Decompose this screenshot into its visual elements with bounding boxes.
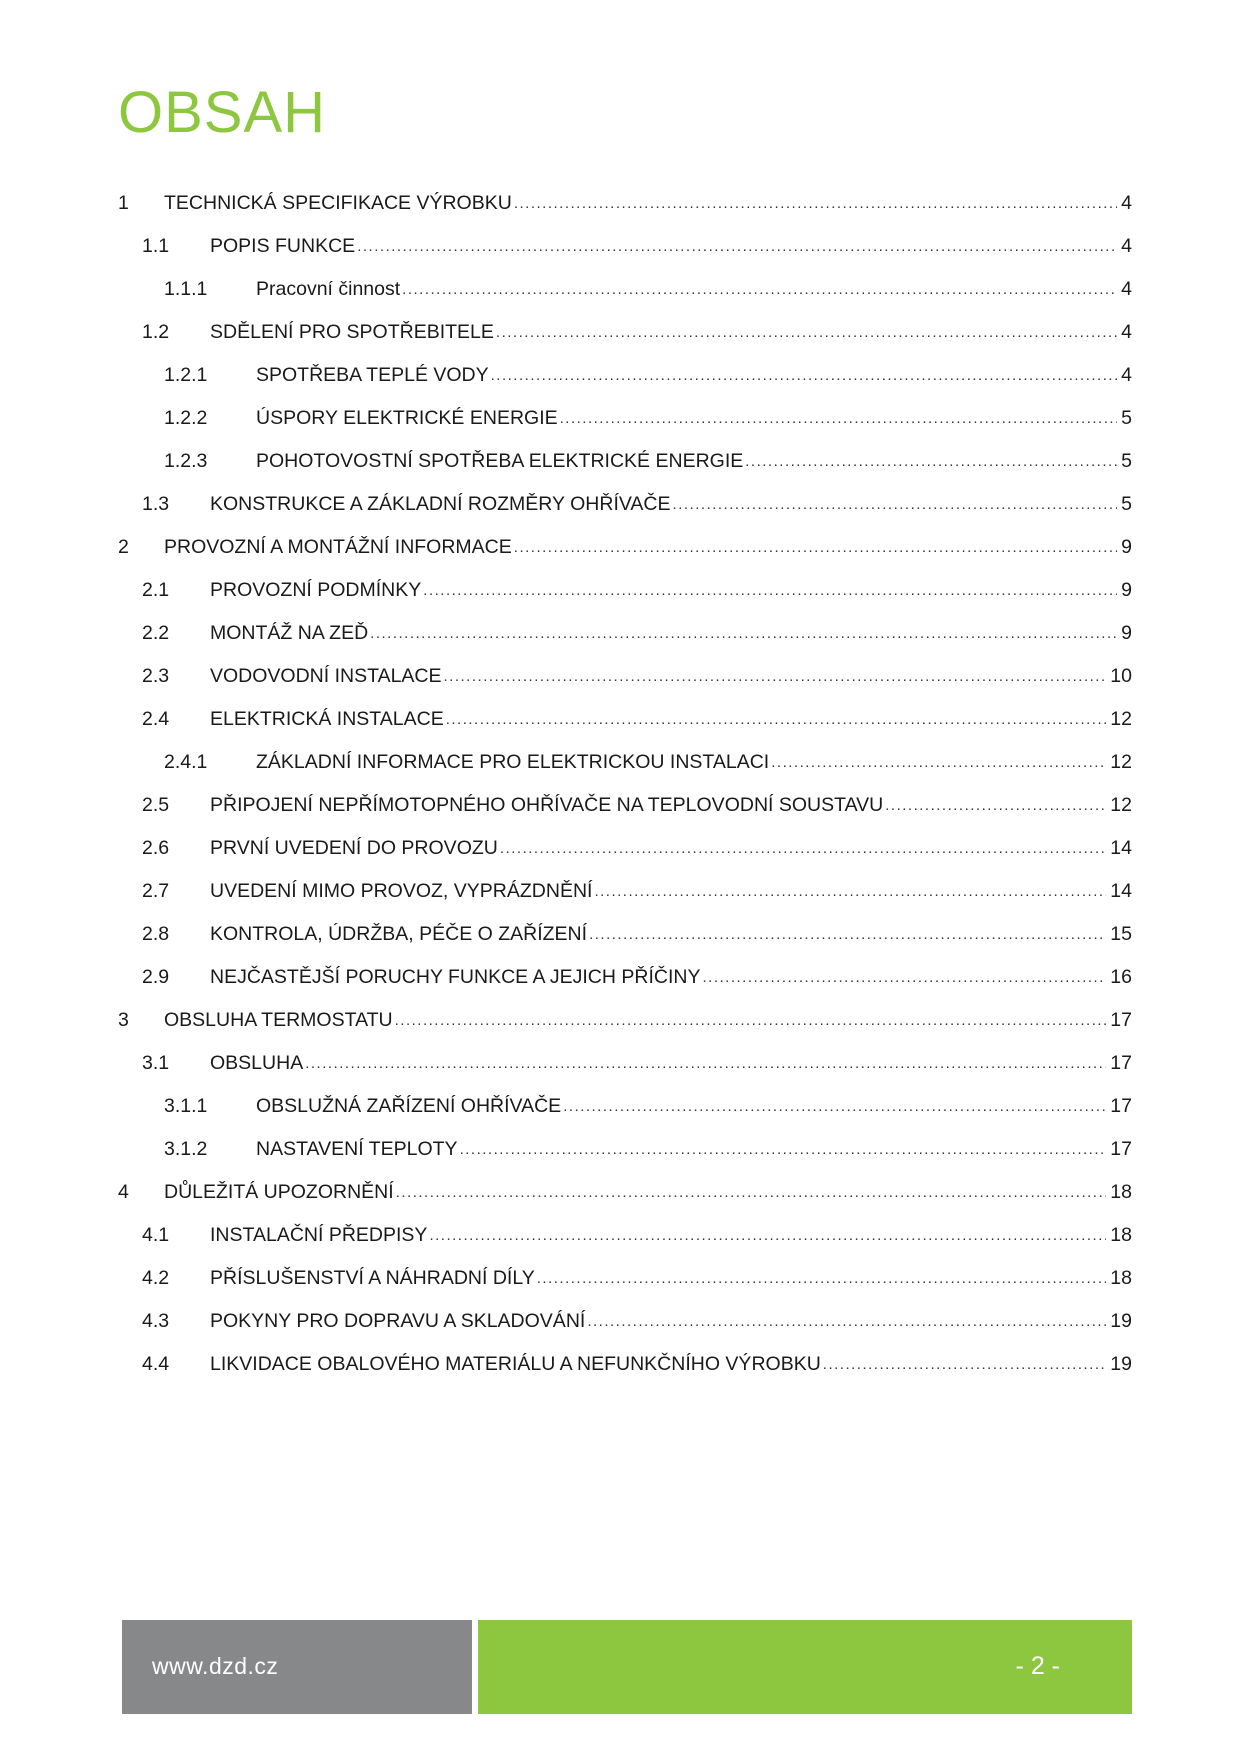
toc-dot-leader	[563, 1098, 1106, 1128]
toc-entry-label[interactable]: OBSLUHA TERMOSTATU	[164, 1009, 393, 1031]
toc-entry-page[interactable]: 4	[1121, 278, 1132, 300]
toc-entry-page[interactable]: 18	[1110, 1181, 1132, 1203]
toc-entry-label[interactable]: KONTROLA, ÚDRŽBA, PÉČE O ZAŘÍZENÍ	[210, 923, 588, 945]
toc-dot-leader	[357, 238, 1117, 268]
toc-entry-label[interactable]: ZÁKLADNÍ INFORMACE PRO ELEKTRICKOU INSTALACI	[256, 751, 770, 773]
toc-entry[interactable]	[118, 741, 1132, 784]
toc-entry-number: 3	[118, 1009, 129, 1031]
toc-entry-page[interactable]: 4	[1121, 192, 1132, 214]
toc-entry-label[interactable]: NASTAVENÍ TEPLOTY	[256, 1138, 458, 1160]
toc-entry[interactable]	[118, 1300, 1132, 1343]
toc-entry-number: 1.2.1	[164, 364, 208, 386]
toc-entry-label[interactable]: NEJČASTĚJŠÍ PORUCHY FUNKCE A JEJICH PŘÍČINY	[210, 966, 701, 988]
toc-dot-leader	[823, 1356, 1107, 1386]
toc-entry[interactable]	[118, 569, 1132, 612]
toc-dot-leader	[429, 1227, 1106, 1257]
toc-entry-number: 4.1	[142, 1224, 170, 1246]
toc-entry-label[interactable]: Pracovní činnost	[256, 278, 401, 300]
page-title: OBSAH	[118, 80, 327, 145]
toc-entry[interactable]	[118, 913, 1132, 956]
toc-dot-leader	[305, 1055, 1106, 1085]
toc-entry-number: 3.1.1	[164, 1095, 208, 1117]
toc-entry-page[interactable]: 4	[1121, 364, 1132, 386]
toc-entry-page[interactable]: 19	[1110, 1310, 1132, 1332]
toc-entry-label[interactable]: POPIS FUNKCE	[210, 235, 356, 257]
toc-entry-number: 2	[118, 536, 129, 558]
toc-entry[interactable]	[118, 1214, 1132, 1257]
toc-entry[interactable]	[118, 1343, 1132, 1386]
toc-dot-leader	[446, 711, 1107, 741]
toc-entry-number: 2.9	[142, 966, 170, 988]
toc-entry-number: 1.2	[142, 321, 170, 343]
toc-entry-page[interactable]: 14	[1110, 880, 1132, 902]
toc-entry-label[interactable]: ELEKTRICKÁ INSTALACE	[210, 708, 444, 730]
toc-entry-label[interactable]: POKYNY PRO DOPRAVU A SKLADOVÁNÍ	[210, 1310, 586, 1332]
footer-website-block	[122, 1620, 472, 1714]
toc-entry-number: 3.1	[142, 1052, 170, 1074]
toc-entry-label[interactable]: LIKVIDACE OBALOVÉHO MATERIÁLU A NEFUNKČNÍHO VÝROBKU	[210, 1353, 821, 1375]
toc-entry-page[interactable]: 9	[1121, 622, 1132, 644]
table-of-contents	[118, 182, 1132, 1386]
toc-entry[interactable]	[118, 526, 1132, 569]
toc-dot-leader	[771, 754, 1106, 784]
toc-entry-number: 1.2.2	[164, 407, 208, 429]
toc-entry-number: 1.1	[142, 235, 170, 257]
toc-entry-number: 3.1.2	[164, 1138, 208, 1160]
toc-entry[interactable]	[118, 440, 1132, 483]
toc-entry-label[interactable]: TECHNICKÁ SPECIFIKACE VÝROBKU	[164, 192, 512, 214]
toc-dot-leader	[589, 926, 1106, 956]
footer-website-link[interactable]: www.dzd.cz	[152, 1653, 279, 1679]
toc-entry[interactable]	[118, 1085, 1132, 1128]
page-number: - 2 -	[1015, 1652, 1060, 1680]
toc-entry[interactable]	[118, 1171, 1132, 1214]
toc-entry-number: 4.3	[142, 1310, 170, 1332]
toc-entry[interactable]	[118, 225, 1132, 268]
toc-entry-page[interactable]: 15	[1110, 923, 1132, 945]
toc-entry-label[interactable]: PROVOZNÍ PODMÍNKY	[210, 579, 422, 601]
toc-dot-leader	[500, 840, 1106, 870]
toc-dot-leader	[885, 797, 1106, 827]
toc-entry[interactable]	[118, 870, 1132, 913]
toc-entry[interactable]	[118, 483, 1132, 526]
toc-entry-page[interactable]: 17	[1110, 1009, 1132, 1031]
toc-entry-number: 2.4	[142, 708, 170, 730]
toc-entry-number: 1	[118, 192, 129, 214]
toc-entry[interactable]	[118, 1042, 1132, 1085]
toc-entry-label[interactable]: PROVOZNÍ A MONTÁŽNÍ INFORMACE	[164, 536, 512, 558]
toc-entry[interactable]	[118, 612, 1132, 655]
toc-entry-number: 2.7	[142, 880, 170, 902]
toc-entry-page[interactable]: 4	[1121, 321, 1132, 343]
toc-entry[interactable]	[118, 311, 1132, 354]
toc-entry-page[interactable]: 9	[1121, 579, 1132, 601]
toc-entry-label[interactable]: ÚSPORY ELEKTRICKÉ ENERGIE	[256, 407, 558, 429]
toc-dot-leader	[745, 453, 1117, 483]
toc-entry-page[interactable]: 16	[1110, 966, 1132, 988]
toc-dot-leader	[594, 883, 1106, 913]
toc-entry-label[interactable]: OBSLUHA	[210, 1052, 304, 1074]
toc-entry-page[interactable]: 9	[1121, 536, 1132, 558]
toc-entry-label[interactable]: KONSTRUKCE A ZÁKLADNÍ ROZMĚRY OHŘÍVAČE	[210, 493, 671, 515]
toc-entry-label[interactable]: MONTÁŽ NA ZEĎ	[210, 622, 369, 644]
toc-entry-page[interactable]: 18	[1110, 1267, 1132, 1289]
toc-entry-page[interactable]: 12	[1110, 751, 1132, 773]
toc-entry-label[interactable]: PŘÍSLUŠENSTVÍ A NÁHRADNÍ DÍLY	[210, 1267, 535, 1289]
toc-dot-leader	[496, 324, 1117, 354]
toc-dot-leader	[460, 1141, 1107, 1171]
toc-entry[interactable]	[118, 784, 1132, 827]
toc-dot-leader	[702, 969, 1106, 999]
toc-entry[interactable]	[118, 655, 1132, 698]
toc-entry-number: 1.2.3	[164, 450, 208, 472]
toc-entry-page[interactable]: 5	[1121, 407, 1132, 429]
toc-dot-leader	[673, 496, 1118, 526]
toc-entry-label[interactable]: OBSLUŽNÁ ZAŘÍZENÍ OHŘÍVAČE	[256, 1095, 562, 1117]
toc-entry-label[interactable]: VODOVODNÍ INSTALACE	[210, 665, 442, 687]
toc-entry-page[interactable]: 19	[1110, 1353, 1132, 1375]
toc-entry-page[interactable]: 12	[1110, 708, 1132, 730]
toc-entry-page[interactable]: 4	[1121, 235, 1132, 257]
toc-entry-label[interactable]: POHOTOVOSTNÍ SPOTŘEBA ELEKTRICKÉ ENERGIE	[256, 450, 744, 472]
toc-entry-label[interactable]: PŘIPOJENÍ NEPŘÍMOTOPNÉHO OHŘÍVAČE NA TEPLOVODNÍ SOUSTAVU	[210, 794, 884, 816]
toc-dot-leader	[395, 1012, 1107, 1042]
toc-entry-label[interactable]: SPOTŘEBA TEPLÉ VODY	[256, 364, 489, 386]
toc-entry[interactable]	[118, 999, 1132, 1042]
toc-entry-number: 1.3	[142, 493, 170, 515]
toc-entry-number: 2.1	[142, 579, 170, 601]
toc-entry-page[interactable]: 17	[1110, 1138, 1132, 1160]
toc-entry-label[interactable]: DŮLEŽITÁ UPOZORNĚNÍ	[164, 1181, 394, 1203]
toc-entry[interactable]	[118, 1257, 1132, 1300]
toc-entry-page[interactable]: 17	[1110, 1095, 1132, 1117]
toc-entry-number: 2.4.1	[164, 751, 208, 773]
toc-dot-leader	[514, 195, 1117, 225]
toc-entry[interactable]	[118, 182, 1132, 225]
toc-entry-page[interactable]: 18	[1110, 1224, 1132, 1246]
toc-dot-leader	[514, 539, 1117, 569]
toc-entry-number: 1.1.1	[164, 278, 208, 300]
toc-dot-leader	[537, 1270, 1107, 1300]
toc-dot-leader	[396, 1184, 1107, 1214]
toc-entry-page[interactable]: 5	[1121, 450, 1132, 472]
toc-entry-label[interactable]: INSTALAČNÍ PŘEDPISY	[210, 1224, 428, 1246]
toc-dot-leader	[423, 582, 1117, 612]
toc-entry-number: 2.8	[142, 923, 170, 945]
toc-entry[interactable]	[118, 956, 1132, 999]
toc-entry-label[interactable]: UVEDENÍ MIMO PROVOZ, VYPRÁZDNĚNÍ	[210, 880, 593, 902]
toc-dot-leader	[370, 625, 1117, 655]
toc-entry[interactable]	[118, 698, 1132, 741]
toc-entry-page[interactable]: 12	[1110, 794, 1132, 816]
toc-entry-label[interactable]: SDĚLENÍ PRO SPOTŘEBITELE	[210, 321, 494, 343]
footer-page-block	[478, 1620, 1132, 1714]
toc-entry-page[interactable]: 5	[1121, 493, 1132, 515]
toc-entry-page[interactable]: 17	[1110, 1052, 1132, 1074]
toc-entry-number: 2.5	[142, 794, 170, 816]
toc-entry-number: 2.3	[142, 665, 170, 687]
toc-entry[interactable]	[118, 827, 1132, 870]
toc-entry-label[interactable]: PRVNÍ UVEDENÍ DO PROVOZU	[210, 837, 498, 859]
toc-entry-number: 4.4	[142, 1353, 170, 1375]
toc-entry-number: 4	[118, 1181, 129, 1203]
toc-entry-page[interactable]: 14	[1110, 837, 1132, 859]
toc-entry[interactable]	[118, 354, 1132, 397]
toc-dot-leader	[444, 668, 1107, 698]
toc-entry-number: 2.6	[142, 837, 170, 859]
toc-entry-number: 2.2	[142, 622, 170, 644]
toc-dot-leader	[402, 281, 1117, 311]
toc-dot-leader	[491, 367, 1118, 397]
toc-entry[interactable]	[118, 397, 1132, 440]
toc-dot-leader	[560, 410, 1118, 440]
toc-entry[interactable]	[118, 268, 1132, 311]
toc-entry-page[interactable]: 10	[1110, 665, 1132, 687]
toc-dot-leader	[587, 1313, 1106, 1343]
toc-entry[interactable]	[118, 1128, 1132, 1171]
toc-entry-number: 4.2	[142, 1267, 170, 1289]
